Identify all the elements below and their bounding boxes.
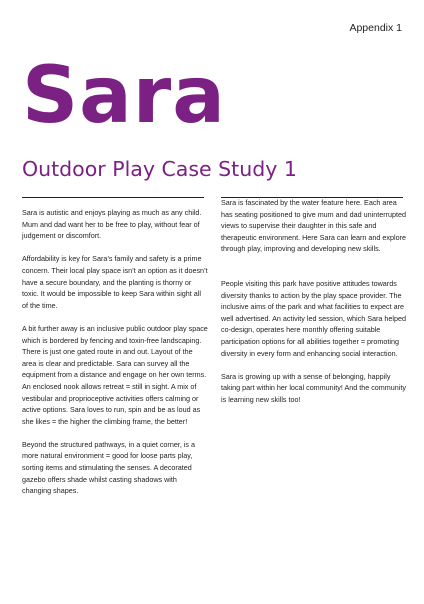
paragraph-diversity: People visiting this park have positive attitudes towards diversity thanks to action by the play space provider. The inclusive aims of the park and what facilities to expect are well advertised. An activity led session, which Sara helped co-design, operates here monthly offering suitable participation options for all abilities together = promoting diversity in every form and enhancing social interaction. xyxy=(221,278,406,358)
left-text-column xyxy=(22,207,208,508)
paragraph-water-feature: Sara is fascinated by the water feature here. Each area has seating positioned to give mum and dad uninterrupted views to supervise their daughter in this safe and therapeutic environment. Here Sara can learn and explore through play, improving and developing new skills. xyxy=(221,198,407,254)
paragraph-inclusive-space: A bit further away is an inclusive public outdoor play space which is bordered by fencing and toxin-free landscaping. There is just one gated route in and out. Layout of the area is clear and predictable. Sara can survey all the equipment from a distance and engage on her own terms. An enclosed nook allows retreat = still in sight. A mix of vestibular and proprioceptive activities offers calming or active options. Sara loves to run, spin and be as loud as she likes = the higher the climbing frame, the better! xyxy=(22,323,208,426)
paragraph-natural-environment: Beyond the structured pathways, in a quiet corner, is a more natural environment = good for loose parts play, sorting items and stimulating the senses. A decorated gazebo offers shade whilst casting shadows with changing shapes. xyxy=(22,439,195,496)
right-text-column xyxy=(221,197,407,417)
page-title: Sara xyxy=(22,51,226,141)
paragraph-belonging: Sara is growing up with a sense of belonging, happily taking part within her local community! And the community is learning new skills too! xyxy=(221,371,406,404)
paragraph-intro: Sara is autistic and enjoys playing as much as any child. Mum and dad want her to be free to play, without fear of judgement or discomfort. xyxy=(22,208,202,241)
paragraph-affordability: Affordability is key for Sara’s family and safety is a prime concern. Their local play space isn’t an option as it doesn’t have a secure boundary, and the planting is thorny or toxic. It would be impossible to keep Sara within sight all of the time. xyxy=(22,254,208,310)
appendix-label: Appendix 1 xyxy=(349,22,402,34)
left-column-rule xyxy=(22,197,204,198)
page-subtitle: Outdoor Play Case Study 1 xyxy=(22,157,297,181)
